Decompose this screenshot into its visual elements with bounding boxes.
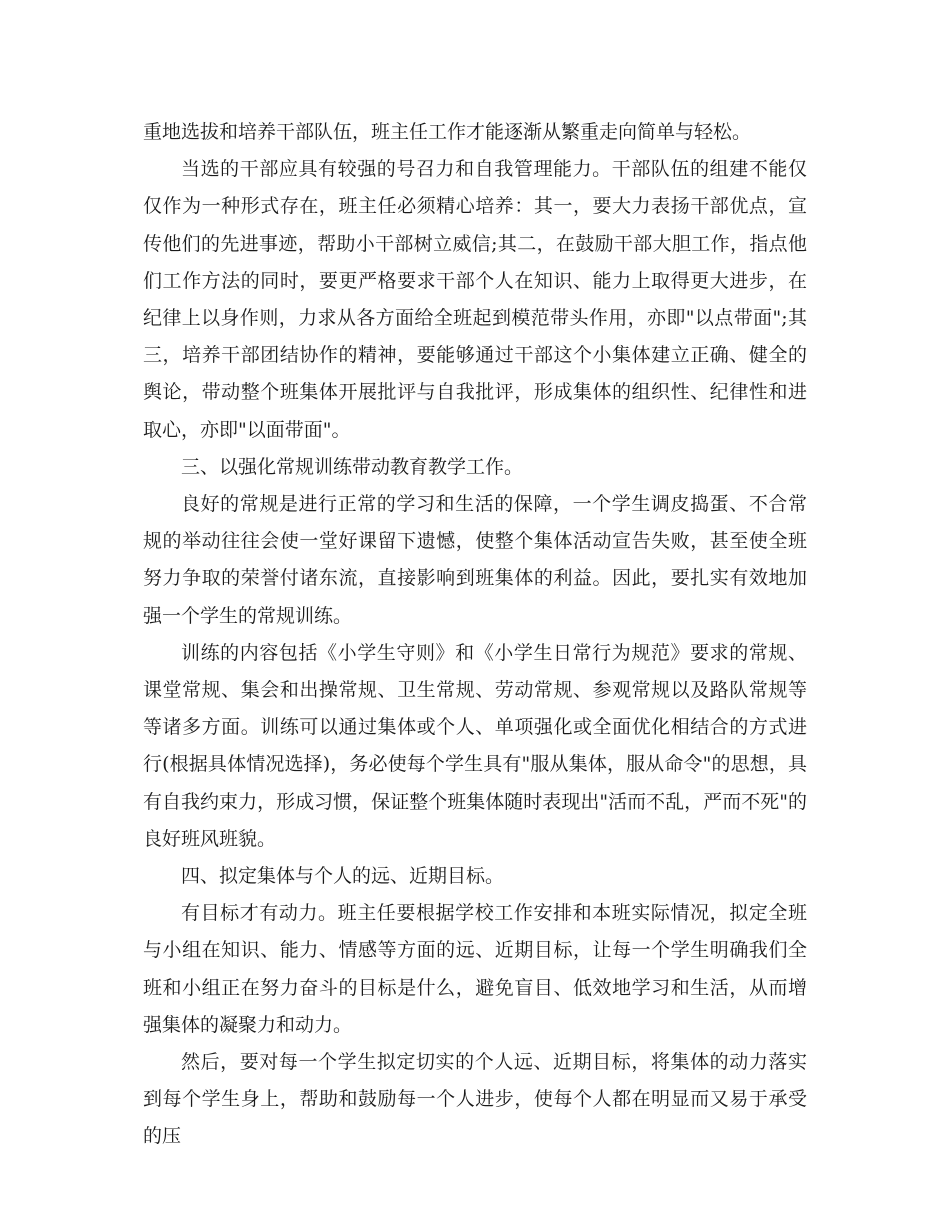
paragraph-continuation: 重地选拔和培养干部队伍，班主任工作才能逐渐从繁重走向简单与轻松。 [143, 121, 752, 143]
paragraph-cadre-training: 当选的干部应具有较强的号召力和自我管理能力。干部队伍的组建不能仅仅作为一种形式存在，班主任必须精心培养：其一，要大力表扬干部优点，宣传他们的先进事迹，帮助小干部树立威信;其二，在鼓励干部大胆工作，指点他们工作方法的同时，要更严格要求干部个人在知识、能力上取得更大进步，在纪律上以身作则，力求从各方面给全班起到模范带头作用，亦即"以点带面";其三，培养干部团结协作的精神，要能够通过干部这个小集体建立正确、健全的舆论，带动整个班集体开展批评与自我批评，形成集体的组织性、纪律性和进取心，亦即"以面带面"。 [143, 158, 807, 441]
paragraph-collective-goals: 有目标才有动力。班主任要根据学校工作安排和本班实际情况，拟定全班与小组在知识、能力、情感等方面的远、近期目标，让每一个学生明确我们全班和小组正在努力奋斗的目标是什么，避免盲目、低效地学习和生活，从而增强集体的凝聚力和动力。 [143, 902, 807, 1036]
section-heading-routine-training: 三、以强化常规训练带动教育教学工作。 [181, 455, 524, 478]
paragraph-training-content: 训练的内容包括《小学生守则》和《小学生日常行为规范》要求的常规、课堂常规、集会和出操常规、卫生常规、劳动常规、参观常规以及路队常规等等诸多方面。训练可以通过集体或个人、单项强化或全面优化相结合的方式进行(根据具体情况选择)，务必使每个学生具有"服从集体，服从命令"的思想，具有自我约束力，形成习惯，保证整个班集体随时表现出"活而不乱，严而不死"的良好班风班貌。 [143, 641, 807, 850]
paragraph-routine-importance: 良好的常规是进行正常的学习和生活的保障，一个学生调皮捣蛋、不合常规的举动往往会使一堂好课留下遗憾，使整个集体活动宣告失败，甚至使全班努力争取的荣誉付诸东流，直接影响到班集体的利益。因此，要扎实有效地加强一个学生的常规训练。 [143, 493, 807, 627]
section-heading-goals: 四、拟定集体与个人的远、近期目标。 [181, 865, 505, 888]
document-body [143, 114, 807, 1156]
paragraph-individual-goals: 然后，要对每一个学生拟定切实的个人远、近期目标，将集体的动力落实到每个学生身上，帮助和鼓励每一个人进步，使每个人都在明显而又易于承受的压 [143, 1051, 807, 1148]
